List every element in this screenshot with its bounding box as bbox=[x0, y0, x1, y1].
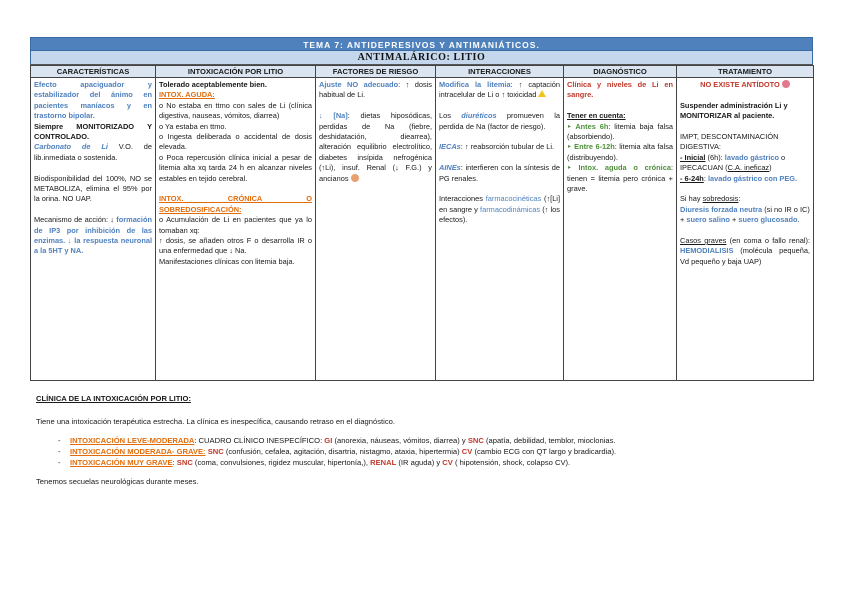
face-emoji-icon bbox=[782, 80, 790, 88]
trat-inicial: - Inicial (6h): lavado gástrico o IPECACUAN (C.A. ineficaz) bbox=[680, 152, 786, 173]
carac-formulation: Carbonato de Li V.O. de lib.inmediata o sostenida. bbox=[34, 142, 152, 162]
inter-diureticos: Los diuréticos promueven la perdida de Na (factor de riesgo). bbox=[439, 111, 560, 131]
trat-no-antidoto: NO EXISTE ANTÍDOTO bbox=[680, 80, 810, 90]
intox-cronica-1: o Acumulación de Li en pacientes que ya lo tomaban xq: bbox=[159, 215, 312, 235]
summary-table bbox=[30, 65, 814, 381]
inter-iecas: IECAs: ↑ reabsorción tubular de Li. bbox=[439, 142, 555, 152]
trat-impt: IMPT, DESCONTAMINACIÓN DIGESTIVA: bbox=[680, 132, 779, 152]
list-item: - INTOXICACIÓN LEVE-MODERADA: CUADRO CLÍNICO INESPECÍFICO: GI (anorexia, náuseas, vómitos, diarrea) y SNC (apatía, debilidad, temblor, mioclonias. bbox=[58, 435, 816, 446]
carac-bio: Biodisponibilidad del 100%, NO se METABOLIZA, elimina el 95% por la orina. NO UAP. bbox=[34, 173, 152, 204]
list-item: - INTOXICACIÓN MODERADA- GRAVE: SNC (confusión, cefalea, agitación, disartria, nistagmo, ataxia, hipertermia) CV (cambio ECG con QT largo y bradicardia). bbox=[58, 446, 816, 457]
intox-aguda-3: o Ingesta deliberada o accidental de dosis elevada. bbox=[159, 132, 312, 152]
header-interacciones: INTERACCIONES bbox=[436, 66, 564, 78]
table-row bbox=[31, 78, 814, 381]
trat-graves: Casos graves (en coma o fallo renal): HEMODIALISIS (molécula pequeña, Vd pequeño y baja UAP) bbox=[680, 236, 811, 266]
section-subtitle: ANTIMALÁRICO: LITIO bbox=[30, 51, 813, 65]
carac-monitor: Siempre MONITORIZADO Y CONTROLADO. bbox=[34, 121, 152, 142]
header-tratamiento: TRATAMIENTO bbox=[677, 66, 814, 78]
intox-aguda-1: o No estaba en ttmo con sales de Li (clínica digestiva, nauseas, vómitos, diarrea) bbox=[159, 100, 312, 121]
carac-mechanism: Mecanismo de acción: ↓ formación de IP3 por inhibición de las enzimas. ↓ la respuesta neuronal a la 5HT y NA. bbox=[34, 215, 152, 256]
factor-ajuste: Ajuste NO adecuado: ↑ dosis habitual de Li. bbox=[319, 80, 433, 100]
header-factores: FACTORES DE RIESGO bbox=[316, 66, 436, 78]
notes-intro: Tiene una intoxicación terapéutica estrecha. La clínica es inespecífica, causando retraso en el diagnóstico. bbox=[36, 417, 395, 426]
diag-intox: ‣ Intox. aguda o crónica: tienen = litemia pero crónica + grave. bbox=[567, 163, 673, 194]
table-header-row bbox=[31, 66, 814, 78]
inter-aines: AINEs: interfieren con la síntesis de PG renales. bbox=[439, 163, 560, 183]
diag-entre: ‣ Entre 6-12h: litemia alta falsa (distribuyendo). bbox=[567, 142, 673, 162]
trat-6-24h: - 6-24h: lavado gástrico con PEG. bbox=[680, 173, 798, 183]
intox-cronica-2: ↑ dosis, se añaden otros F o desarrolla IR o una enfermedad que ↓ Na. bbox=[159, 236, 312, 256]
carac-effect: Efecto apaciguador y estabilizador del ánimo en pacientes maníacos y en trastorno bipolar. bbox=[34, 80, 152, 121]
diag-clinica: Clínica y niveles de Li en sangre. bbox=[567, 80, 673, 100]
trat-diuresis: Diuresis forzada neutra (si no IR o IC) + suero salino + suero glucosado. bbox=[680, 204, 810, 225]
intox-tolerado: Tolerado aceptablemente bien. bbox=[159, 80, 267, 89]
factor-sodio: ↓ [Na]: dietas hiposódicas, perdidas de Na (fiebre, deshidatación, diearrea), alteración equilibrio electrolítico, diabetes insípida nefrogénica (↑Li), insuf. Renal (↓ F.G.) y ancianos bbox=[319, 111, 433, 183]
clinical-notes bbox=[36, 393, 816, 487]
notes-list bbox=[58, 435, 816, 468]
cell-caracteristicas bbox=[31, 78, 156, 381]
intox-aguda-4: o Poca repercusión clínica inicial a pesar de litemia alta xq tarda 24 h en alcanzar niveles estables en tejido cerebral. bbox=[159, 152, 312, 183]
intox-aguda-title: INTOX. AGUDA: bbox=[159, 90, 215, 100]
diag-tener-en-cuenta: Tener en cuenta: bbox=[567, 111, 626, 121]
topic-banner: TEMA 7: ANTIDEPRESIVOS Y ANTIMANIÁTICOS. bbox=[30, 37, 813, 51]
cell-diagnostico bbox=[564, 78, 677, 381]
header-intoxicacion: INTOXICACIÓN POR LITIO bbox=[156, 66, 316, 78]
cell-interacciones bbox=[436, 78, 564, 381]
header-diagnostico: DIAGNÓSTICO bbox=[564, 66, 677, 78]
trat-sobredosis: Si hay sobredosis: bbox=[680, 194, 741, 204]
notes-footer: Tenemos secuelas neurológicas durante meses. bbox=[36, 477, 199, 486]
list-item: - INTOXICACIÓN MUY GRAVE: SNC (coma, convulsiones, rigidez muscular, hipertonía,), RENAL (IR aguda) y CV ( hipotensión, shock, colapso CV). bbox=[58, 457, 816, 468]
trat-suspender: Suspender administración Li y MONITORIZAR al paciente. bbox=[680, 100, 788, 121]
intox-cronica-title: INTOX. CRÓNICA O SOBREDOSIFICACIÓN: bbox=[159, 194, 312, 214]
header-caracteristicas: CARACTERÍSTICAS bbox=[31, 66, 156, 78]
notes-title: CLÍNICA DE LA INTOXICACIÓN POR LITIO: bbox=[36, 394, 191, 403]
cell-tratamiento bbox=[677, 78, 814, 381]
face-emoji-icon bbox=[351, 174, 359, 182]
cell-intoxicacion bbox=[156, 78, 316, 381]
carac-carbonato: Carbonato de Li bbox=[34, 142, 108, 152]
warning-icon bbox=[538, 90, 546, 97]
cell-factores bbox=[316, 78, 436, 381]
inter-litemia: Modifica la litemia: ↑ captación intracelular de Li o ↑ toxicidad bbox=[439, 80, 560, 100]
diag-antes: ‣ Antes 6h: litemia baja falsa (absorbiendo). bbox=[567, 121, 674, 142]
inter-farmaco: Interacciones farmacocinéticas (↑[Li] en sangre y farmacodinámicas (↑ los efectos). bbox=[439, 194, 560, 225]
page bbox=[30, 37, 813, 381]
intox-aguda-2: o Ya estaba en ttmo. bbox=[159, 121, 227, 131]
intox-cronica-3: Manifestaciones clínicas con litemia baja. bbox=[159, 256, 295, 266]
